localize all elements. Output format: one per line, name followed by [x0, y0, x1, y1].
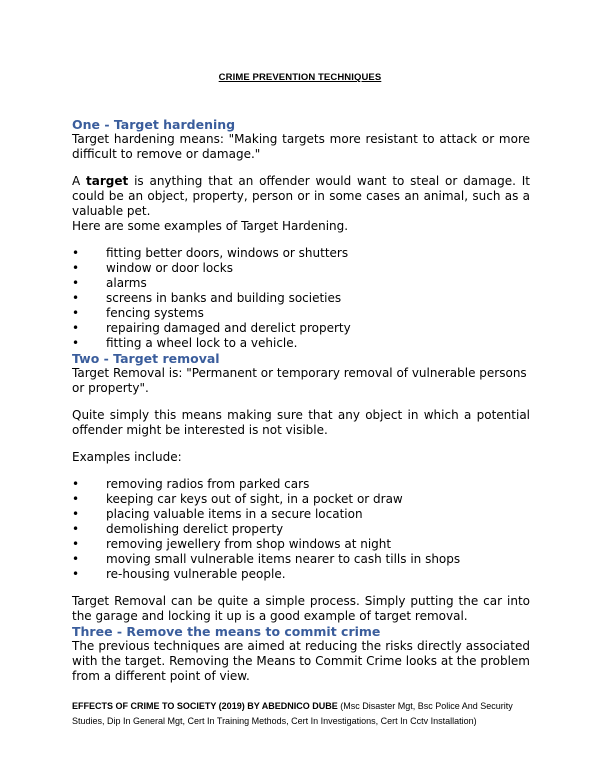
- bullet: •: [72, 507, 80, 521]
- footer-bold: EFFECTS OF CRIME TO SOCIETY (2019) BY ABEDNICO DUBE: [72, 701, 338, 711]
- bullet: •: [72, 276, 80, 290]
- list-item: • removing radios from parked cars: [72, 477, 310, 491]
- section-one-para-prefix: A: [72, 174, 87, 188]
- document-body: [72, 117, 530, 684]
- list-item: • re-housing vulnerable people.: [72, 567, 286, 581]
- section-one-heading: One - Target hardening: [72, 117, 236, 132]
- section-two-definition: Target Removal is: "Permanent or temporary removal of vulnerable persons or property".: [72, 366, 527, 395]
- bullet: •: [72, 306, 80, 320]
- bullet: •: [72, 552, 80, 566]
- section-two-conclusion: Target Removal can be quite a simple process. Simply putting the car into the garage and locking it up is a good example of target removal.: [72, 594, 530, 623]
- section-two-examples-intro: Examples include:: [72, 450, 182, 464]
- bullet: •: [72, 246, 80, 260]
- bullet: •: [72, 321, 80, 335]
- list-item: • window or door locks: [72, 261, 233, 275]
- list-item: • demolishing derelict property: [72, 522, 284, 536]
- section-two-heading: Two - Target removal: [72, 351, 220, 366]
- bullet: •: [72, 477, 80, 491]
- bullet: •: [72, 261, 80, 275]
- bullet: •: [72, 291, 80, 305]
- section-one-paragraph: [72, 174, 530, 219]
- document-title: CRIME PREVENTION TECHNIQUES: [218, 72, 382, 83]
- bullet: •: [72, 567, 80, 581]
- section-one-examples-intro: Here are some examples of Target Hardening.: [72, 219, 349, 233]
- bullet: •: [72, 537, 80, 551]
- list-item: • placing valuable items in a secure location: [72, 507, 363, 521]
- section-two-list: [72, 477, 530, 582]
- section-one-list: [72, 246, 530, 351]
- section-one-definition: Target hardening means: "Making targets more resistant to attack or more difficult to remove or damage.": [72, 132, 530, 161]
- list-item: • removing jewellery from shop windows at night: [72, 537, 392, 551]
- list-item: • keeping car keys out of sight, in a pocket or draw: [72, 492, 403, 506]
- section-three-heading: Three - Remove the means to commit crime: [72, 624, 381, 639]
- section-one-para-bold: target: [86, 174, 129, 188]
- footer-credentials: (Msc Disaster Mgt, Bsc Police And Security Studies, Dip In General Mgt, Cert In Training Methods, Cert In Investigations, Cert In Cctv Installation): [72, 701, 513, 726]
- list-item: • fitting better doors, windows or shutters: [72, 246, 349, 260]
- bullet: •: [72, 492, 80, 506]
- list-item: • fitting a wheel lock to a vehicle.: [72, 336, 298, 350]
- bullet: •: [72, 336, 80, 350]
- section-two-explanation: Quite simply this means making sure that any object in which a potential offender might be interested is not visible.: [72, 408, 530, 437]
- document-footer: [72, 699, 542, 729]
- list-item: • fencing systems: [72, 306, 204, 320]
- section-three-text: The previous techniques are aimed at reducing the risks directly associated with the target. Removing the Means to Commit Crime looks at the problem from a different point of view.: [72, 639, 530, 683]
- section-one-para-rest: is anything that an offender would want to steal or damage. It could be an object, property, person or in some cases an animal, such as a valuable pet.: [72, 174, 530, 218]
- list-item: • moving small vulnerable items nearer to cash tills in shops: [72, 552, 461, 566]
- bullet: •: [72, 522, 80, 536]
- list-item: • alarms: [72, 276, 147, 290]
- list-item: • repairing damaged and derelict property: [72, 321, 351, 335]
- list-item: • screens in banks and building societies: [72, 291, 342, 305]
